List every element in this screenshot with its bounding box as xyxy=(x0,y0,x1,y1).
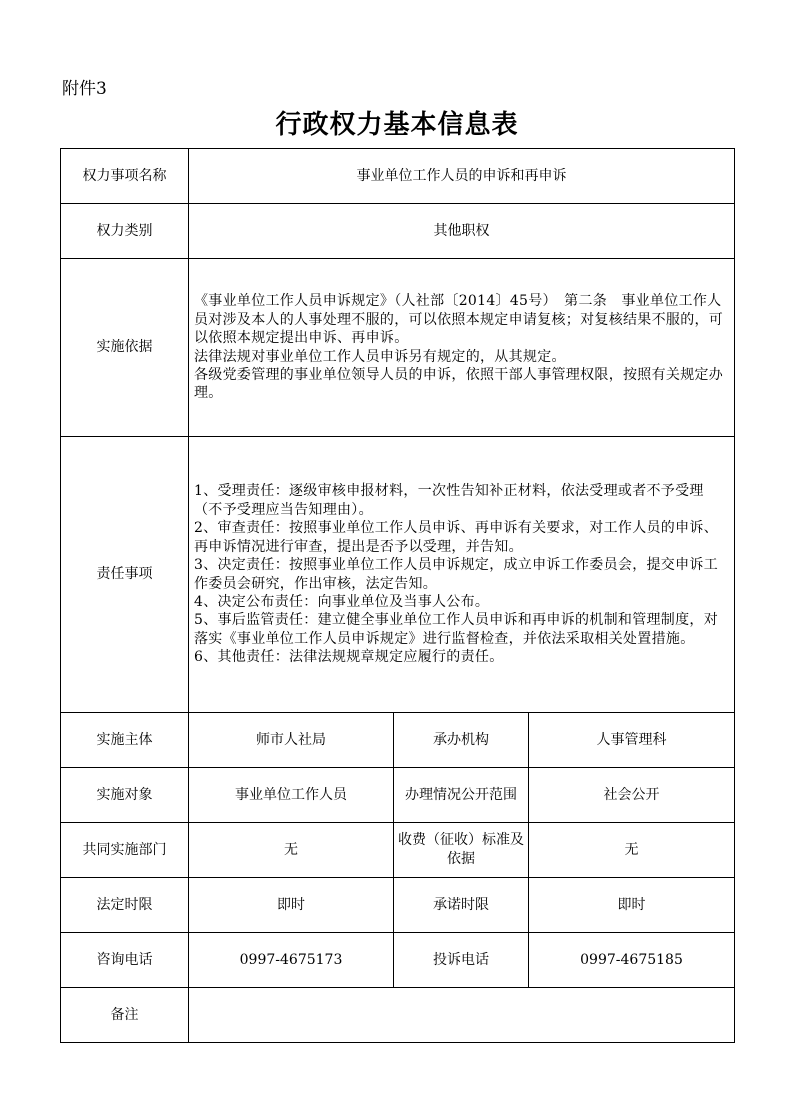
responsibility-item: 6、其他责任：法律法规规章规定应履行的责任。 xyxy=(194,649,504,666)
row-co-department xyxy=(61,823,735,878)
responsibilities-content xyxy=(189,437,735,713)
info-table xyxy=(60,148,735,1043)
responsibility-item: 1、受理责任：逐级审核申报材料，一次性告知补正材料，依法受理或者不予受理（不予受理应当告知理由）。 xyxy=(194,483,704,518)
target-value: 事业单位工作人员 xyxy=(189,768,394,823)
attachment-label: 附件3 xyxy=(62,79,107,99)
responsibility-item: 2、审查责任：按照事业单位工作人员申诉、再申诉有关要求，对工作人员的申诉、再申诉情况进行审查，提出是否予以受理，并告知。 xyxy=(194,520,719,555)
disclosure-value: 社会公开 xyxy=(529,768,735,823)
row-power-name xyxy=(61,149,735,204)
row-phone xyxy=(61,933,735,988)
subject-value: 师市人社局 xyxy=(189,713,394,768)
row-power-type xyxy=(61,204,735,259)
row-responsibilities xyxy=(61,437,735,713)
basis-label: 实施依据 xyxy=(61,259,189,437)
agency-value: 人事管理科 xyxy=(529,713,735,768)
co-department-value: 无 xyxy=(189,823,394,878)
power-type-label: 权力类别 xyxy=(61,204,189,259)
fee-label: 收费（征收）标准及依据 xyxy=(394,823,529,878)
legal-limit-value: 即时 xyxy=(189,878,394,933)
agency-label: 承办机构 xyxy=(394,713,529,768)
row-remarks xyxy=(61,988,735,1043)
consult-phone-value: 0997-4675173 xyxy=(189,933,394,988)
responsibilities-label: 责任事项 xyxy=(61,437,189,713)
remarks-value xyxy=(189,988,735,1043)
co-department-label: 共同实施部门 xyxy=(61,823,189,878)
complaint-phone-value: 0997-4675185 xyxy=(529,933,735,988)
basis-paragraph: 《事业单位工作人员申诉规定》（人社部〔2014〕45号） 第二条 事业单位工作人员对涉及本人的人事处理不服的，可以依照本规定申请复核；对复核结果不服的，可以依照本规定提出申诉、再申诉。 xyxy=(194,293,724,347)
basis-content xyxy=(189,259,735,437)
promised-limit-value: 即时 xyxy=(529,878,735,933)
subject-label: 实施主体 xyxy=(61,713,189,768)
row-time-limit xyxy=(61,878,735,933)
power-name-label: 权力事项名称 xyxy=(61,149,189,204)
responsibility-item: 4、决定公布责任：向事业单位及当事人公布。 xyxy=(194,593,490,610)
responsibility-item: 3、决定责任：按照事业单位工作人员申诉规定，成立申诉工作委员会，提交申诉工作委员会研究，作出审核，法定告知。 xyxy=(194,557,719,592)
responsibility-item: 5、事后监管责任：建立健全事业单位工作人员申诉和再申诉的机制和管理制度，对落实《事业单位工作人员申诉规定》进行监督检查，并依法采取相关处置措施。 xyxy=(194,612,719,647)
promised-limit-label: 承诺时限 xyxy=(394,878,529,933)
basis-paragraph: 各级党委管理的事业单位领导人员的申诉，依照干部人事管理权限，按照有关规定办理。 xyxy=(194,366,724,402)
disclosure-label: 办理情况公开范围 xyxy=(394,768,529,823)
fee-value: 无 xyxy=(529,823,735,878)
legal-limit-label: 法定时限 xyxy=(61,878,189,933)
row-basis xyxy=(61,259,735,437)
remarks-label: 备注 xyxy=(61,988,189,1043)
target-label: 实施对象 xyxy=(61,768,189,823)
consult-phone-label: 咨询电话 xyxy=(61,933,189,988)
power-type-value: 其他职权 xyxy=(189,204,735,259)
row-target xyxy=(61,768,735,823)
page-title: 行政权力基本信息表 xyxy=(275,110,519,140)
complaint-phone-label: 投诉电话 xyxy=(394,933,529,988)
row-subject xyxy=(61,713,735,768)
power-name-value: 事业单位工作人员的申诉和再申诉 xyxy=(189,149,735,204)
basis-paragraph: 法律法规对事业单位工作人员申诉另有规定的，从其规定。 xyxy=(194,348,566,365)
